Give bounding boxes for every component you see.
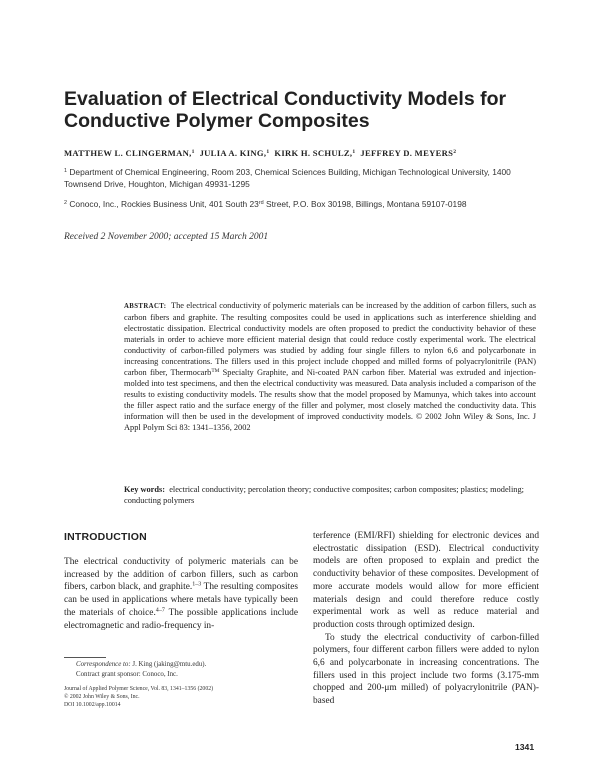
affiliation-marker: 2 bbox=[64, 200, 68, 206]
abstract-label: ABSTRACT: bbox=[124, 303, 167, 310]
body-text: The electrical conductivity of polymeric materials can be increased by the addition of carbon fillers, such as carbon fibers, carbon black, and graphite. bbox=[64, 557, 298, 593]
affiliation-marker: 1 bbox=[266, 148, 270, 155]
journal-citation: Journal of Applied Polymer Science, Vol. 83, 1341–1356 (2002) bbox=[64, 686, 214, 692]
affiliation-marker: 1 bbox=[191, 148, 195, 155]
section-heading: INTRODUCTION bbox=[64, 531, 147, 543]
body-text: The possible applications include electromagnetic and radio-frequency in- bbox=[64, 607, 298, 631]
affiliation-1 bbox=[64, 166, 544, 190]
body-column-right bbox=[313, 530, 539, 708]
author-name: KIRK H. SCHULZ, bbox=[274, 148, 353, 158]
author-name: JEFFREY D. MEYERS bbox=[360, 148, 454, 158]
author-name: MATTHEW L. CLINGERMAN, bbox=[64, 148, 192, 158]
footnotes bbox=[64, 660, 304, 679]
journal-info bbox=[64, 685, 304, 710]
body-paragraph: To study the electrical conductivity of carbon-filled polymers, four different carbon fillers were added to nylon 6,6 and polycarbonate in increasing concentrations. The fillers used in this project include two forms (3.175-mm chopped and 200-μm milled) of polyacrylonitrile (PAN)-based bbox=[313, 632, 539, 707]
citation-ref: 4–7 bbox=[155, 607, 165, 614]
author-list bbox=[64, 148, 544, 158]
affiliation-text: Department of Chemical Engineering, Room 203, Chemical Sciences Building, Michigan Technological University, 1400 Townsend Drive, Houghton, Michigan 49931-1295 bbox=[64, 167, 511, 189]
doi-line: DOI 10.1002/app.10014 bbox=[64, 702, 121, 709]
abstract bbox=[124, 300, 536, 433]
affiliation-marker: 1 bbox=[352, 148, 356, 155]
affiliation-text: Conoco, Inc., Rockies Business Unit, 401 South 23 bbox=[69, 199, 259, 209]
keywords bbox=[124, 484, 536, 506]
ordinal-suffix: rd bbox=[258, 200, 264, 206]
received-dates: Received 2 November 2000; accepted 15 March 2001 bbox=[64, 232, 269, 242]
author-name: JULIA A. KING, bbox=[199, 148, 267, 158]
citation-ref: 1–3 bbox=[192, 582, 202, 589]
copyright-line: © 2002 John Wiley & Sons, Inc. bbox=[64, 694, 140, 701]
trademark-mark: TM bbox=[211, 368, 220, 375]
paper-title: Evaluation of Electrical Conductivity Models for Conductive Polymer Composites bbox=[64, 88, 507, 132]
page-number: 1341 bbox=[515, 742, 535, 752]
correspondence-email: J. King (jaking@mtu.edu). bbox=[130, 661, 207, 668]
abstract-text: The electrical conductivity of polymeric materials can be increased by the addition of carbon fillers, such as carbon fibers and graphite. The resulting composites could be used in applications such as interference shielding and electrostatic dissipation. Electrical conductivity models are often proposed to predict the conductivity behavior of these materials in order to achieve more efficient material design that could reduce costly experimental work. The electrical conductivity of carbon-filled polymers was studied by adding four single fillers to nylon 6,6 and polycarbonate in increasing concentrations. The fillers used in this project include chopped and milled forms of polyacrylonitrile (PAN) carbon fiber, Thermocarb bbox=[124, 301, 537, 377]
abstract-text: Specialty Graphite, and Ni-coated PAN carbon fiber. Material was extruded and injection-molded into test specimens, and then the electrical conductivity was measured. Data analysis included a comparison of the results to existing conductivity models. The results show that the model proposed by Mamunya, which takes into account the filler aspect ratio and the surface energy of the filler and polymer, most closely matched the conductivity data. This information will then be used in the development of improved conductivity models. © 2002 John Wiley & Sons, Inc. J Appl Polym Sci 83: 1341–1356, 2002 bbox=[124, 368, 537, 432]
keywords-text: electrical conductivity; percolation theory; conductive composites; carbon composites; plastics; modeling; conducting polymers bbox=[124, 485, 524, 505]
body-text: The resulting composites can be used in applications where metals have typically been the materials of choice. bbox=[64, 582, 299, 618]
keywords-label: Key words: bbox=[124, 485, 166, 494]
affiliation-2 bbox=[64, 198, 544, 210]
affiliation-marker: 2 bbox=[453, 148, 457, 155]
correspondence-note bbox=[64, 660, 304, 670]
body-column-left bbox=[64, 556, 298, 632]
correspondence-label: Correspondence to: bbox=[76, 661, 131, 668]
sponsor-note: Contract grant sponsor: Conoco, Inc. bbox=[76, 670, 178, 678]
affiliation-text: Street, P.O. Box 30198, Billings, Montana 59107-0198 bbox=[263, 199, 467, 209]
footnote-divider bbox=[64, 657, 106, 658]
body-paragraph: terference (EMI/RFI) shielding for electronic devices and electrostatic dissipation (ESD). Electrical conductivity models are often proposed to explain and predict the conductivity behavior of these composites. Development of more accurate models would allow for more efficient materials design and could therefore reduce costly experimental work as well as reduce material and production costs through optimized design. bbox=[313, 531, 539, 630]
affiliation-marker: 1 bbox=[64, 168, 68, 174]
